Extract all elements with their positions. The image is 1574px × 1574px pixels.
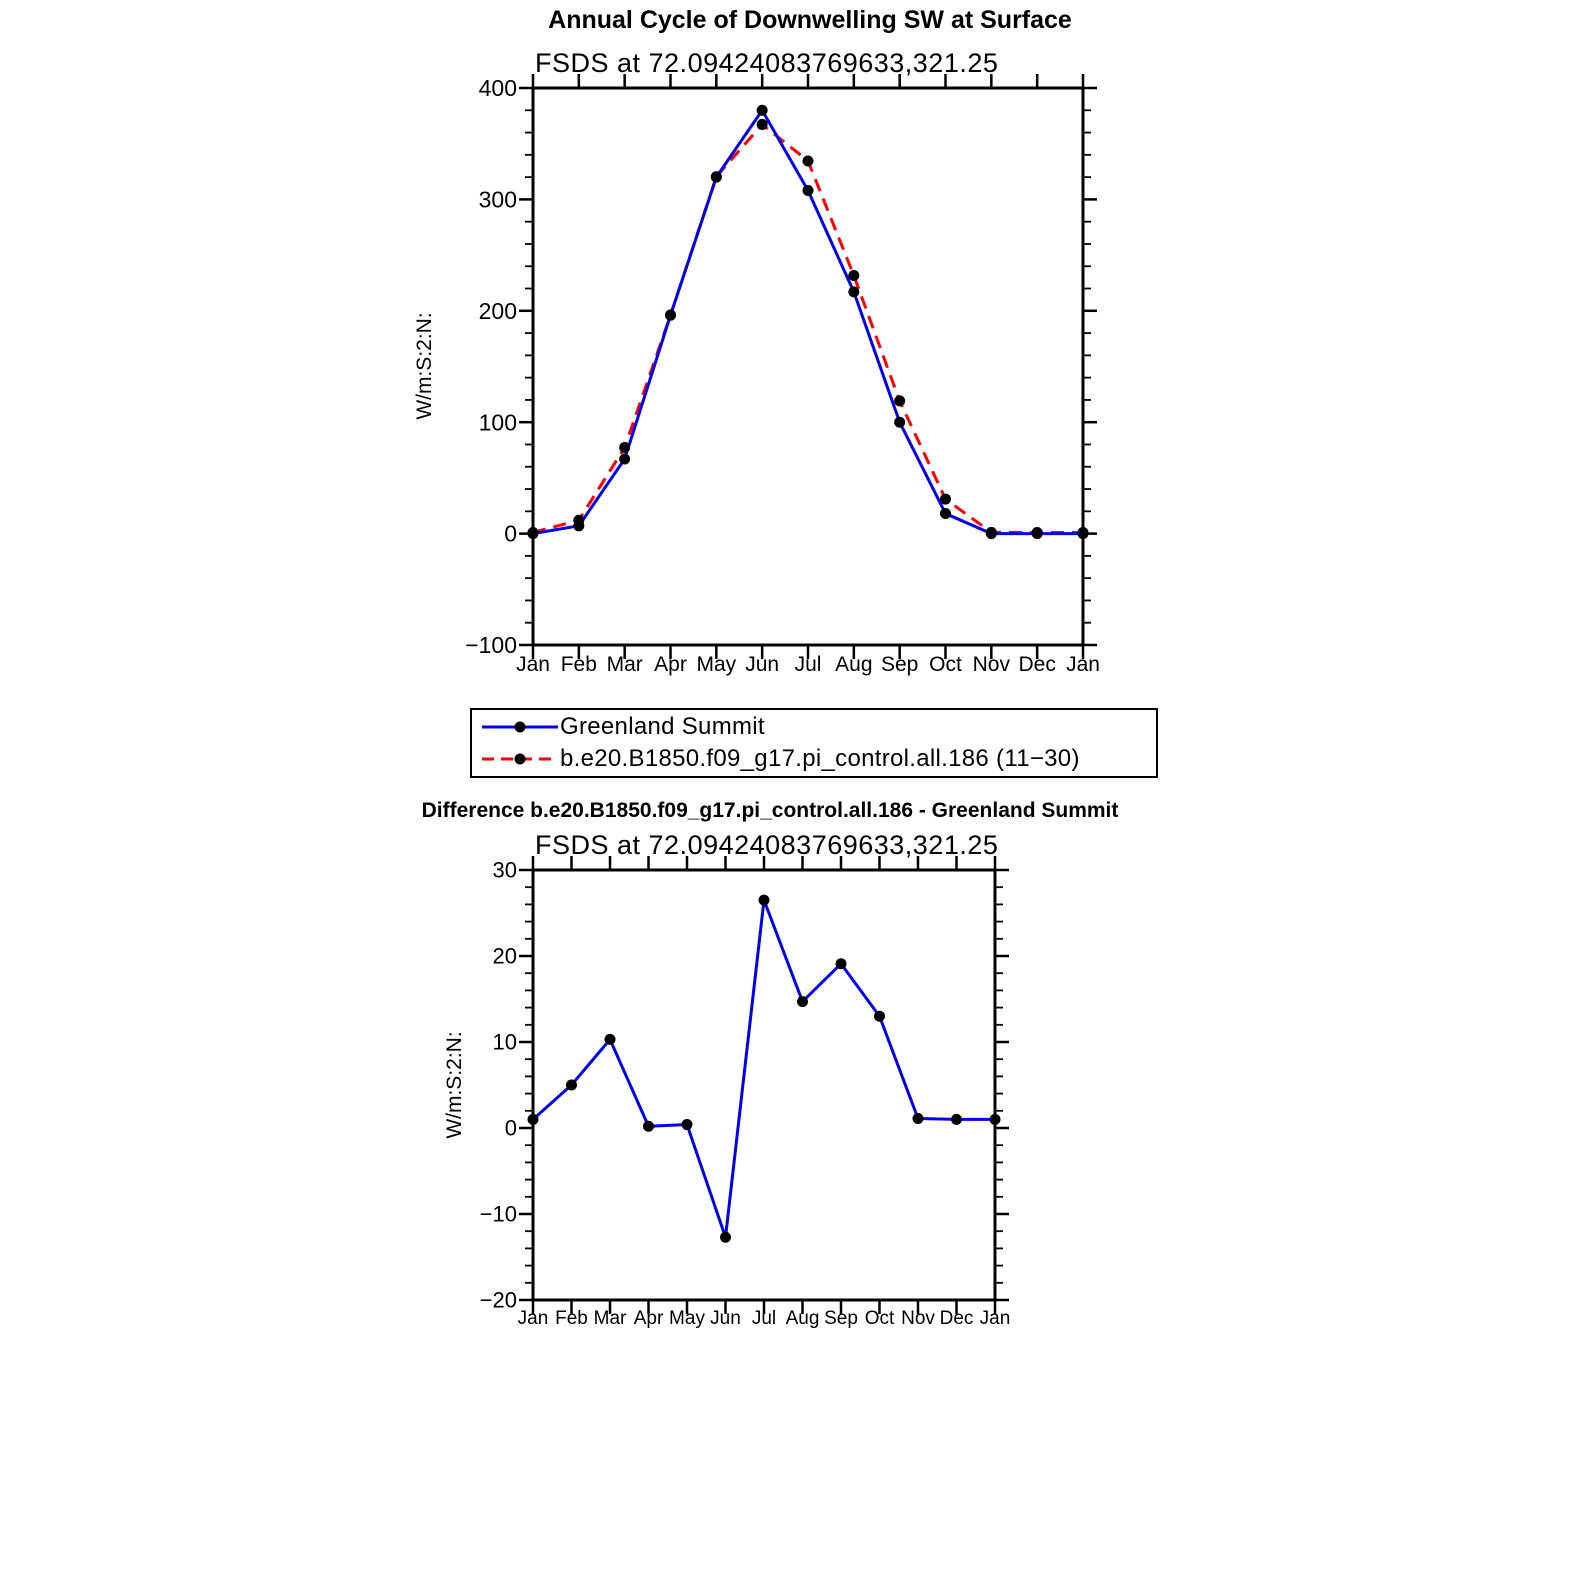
chart1-subtitle: FSDS at 72.09424083769633,321.25 [535, 48, 999, 78]
x-tick-label: Feb [560, 653, 597, 676]
x-tick-label: Mar [606, 653, 643, 676]
chart2-y-axis-label: W/m:S:2:N: [443, 1031, 466, 1139]
plot-frame [533, 88, 1083, 645]
data-point-marker [874, 1011, 885, 1022]
data-point-marker [986, 527, 997, 538]
data-point-marker [803, 185, 814, 196]
data-point-marker [940, 508, 951, 519]
chart2-subtitle: FSDS at 72.09424083769633,321.25 [535, 830, 999, 860]
data-point-marker [757, 105, 768, 116]
x-tick-label: Jan [517, 1308, 549, 1329]
chart2-title: Difference b.e20.B1850.f09_g17.pi_control.all.186 - Greenland Summit [421, 799, 1119, 822]
x-tick-label: Feb [555, 1308, 588, 1329]
data-point-marker [848, 286, 859, 297]
chart1-title: Annual Cycle of Downwelling SW at Surface [548, 6, 1072, 34]
x-tick-label: May [696, 653, 737, 676]
data-point-marker [990, 1114, 1001, 1125]
data-point-marker [573, 515, 584, 526]
data-point-marker [894, 417, 905, 428]
y-tick-label: 100 [478, 409, 517, 436]
x-tick-label: Apr [633, 1308, 664, 1329]
x-tick-label: Jul [751, 1308, 777, 1329]
plot-frame [533, 870, 995, 1300]
x-tick-label: Nov [901, 1308, 935, 1329]
x-tick-label: Jun [745, 653, 780, 676]
x-tick-label: Jan [979, 1308, 1011, 1329]
data-point-marker [665, 310, 676, 321]
y-tick-label: 200 [478, 297, 517, 324]
x-tick-label: Oct [929, 653, 962, 676]
series-line [533, 900, 995, 1237]
y-tick-label: 400 [478, 75, 517, 102]
x-tick-label: May [669, 1308, 705, 1329]
x-tick-label: Oct [864, 1308, 895, 1329]
data-point-marker [682, 1119, 693, 1130]
x-tick-label: Nov [972, 653, 1011, 676]
data-point-marker [566, 1080, 577, 1091]
data-point-marker [894, 395, 905, 406]
data-point-marker [803, 155, 814, 166]
series-line [533, 110, 1083, 533]
y-tick-label: 0 [504, 520, 517, 547]
y-tick-label: 30 [492, 857, 517, 883]
legend-entry-model-run [472, 743, 1156, 775]
data-point-marker [619, 442, 630, 453]
x-tick-label: Jan [1066, 653, 1100, 676]
data-point-marker [528, 527, 539, 538]
data-point-marker [528, 1114, 539, 1125]
x-tick-label: Aug [785, 1308, 820, 1329]
x-tick-label: Jun [710, 1308, 741, 1329]
data-point-marker [951, 1114, 962, 1125]
data-point-marker [605, 1034, 616, 1045]
y-tick-label: 0 [504, 1115, 517, 1141]
x-tick-label: Dec [1018, 653, 1056, 676]
legend-line-sample-red-dashed [480, 748, 560, 770]
data-point-marker [848, 270, 859, 281]
data-point-marker [757, 119, 768, 130]
data-point-marker [759, 895, 770, 906]
x-tick-label: Apr [654, 653, 687, 676]
x-tick-label: Aug [835, 653, 873, 676]
legend-entry-greenland-summit [472, 711, 1156, 743]
legend-line-sample-blue [480, 716, 560, 738]
data-point-marker [836, 958, 847, 969]
x-tick-label: Sep [880, 653, 919, 676]
y-tick-label: −10 [479, 1201, 517, 1227]
x-tick-label: Dec [939, 1308, 974, 1329]
x-tick-label: Sep [824, 1308, 858, 1329]
legend-label-greenland-summit: Greenland Summit [560, 713, 765, 740]
data-point-marker [643, 1121, 654, 1132]
x-tick-label: Mar [593, 1308, 627, 1329]
data-point-marker [720, 1232, 731, 1243]
data-point-marker [940, 494, 951, 505]
y-tick-label: −100 [465, 632, 517, 659]
y-tick-label: 10 [492, 1029, 517, 1055]
chart1-y-axis-label: W/m:S:2:N: [413, 312, 436, 420]
data-point-marker [797, 996, 808, 1007]
data-point-marker [1032, 527, 1043, 538]
legend-box [470, 708, 1158, 778]
data-point-marker [913, 1113, 924, 1124]
x-tick-label: Jul [794, 653, 822, 676]
y-tick-label: 20 [492, 943, 517, 969]
y-tick-label: −20 [479, 1287, 517, 1313]
data-point-marker [1078, 527, 1089, 538]
y-tick-label: 300 [478, 186, 517, 213]
x-tick-label: Jan [516, 653, 550, 676]
data-point-marker [619, 453, 630, 464]
data-point-marker [711, 171, 722, 182]
legend-label-model-run: b.e20.B1850.f09_g17.pi_control.all.186 (11−30) [560, 745, 1080, 772]
